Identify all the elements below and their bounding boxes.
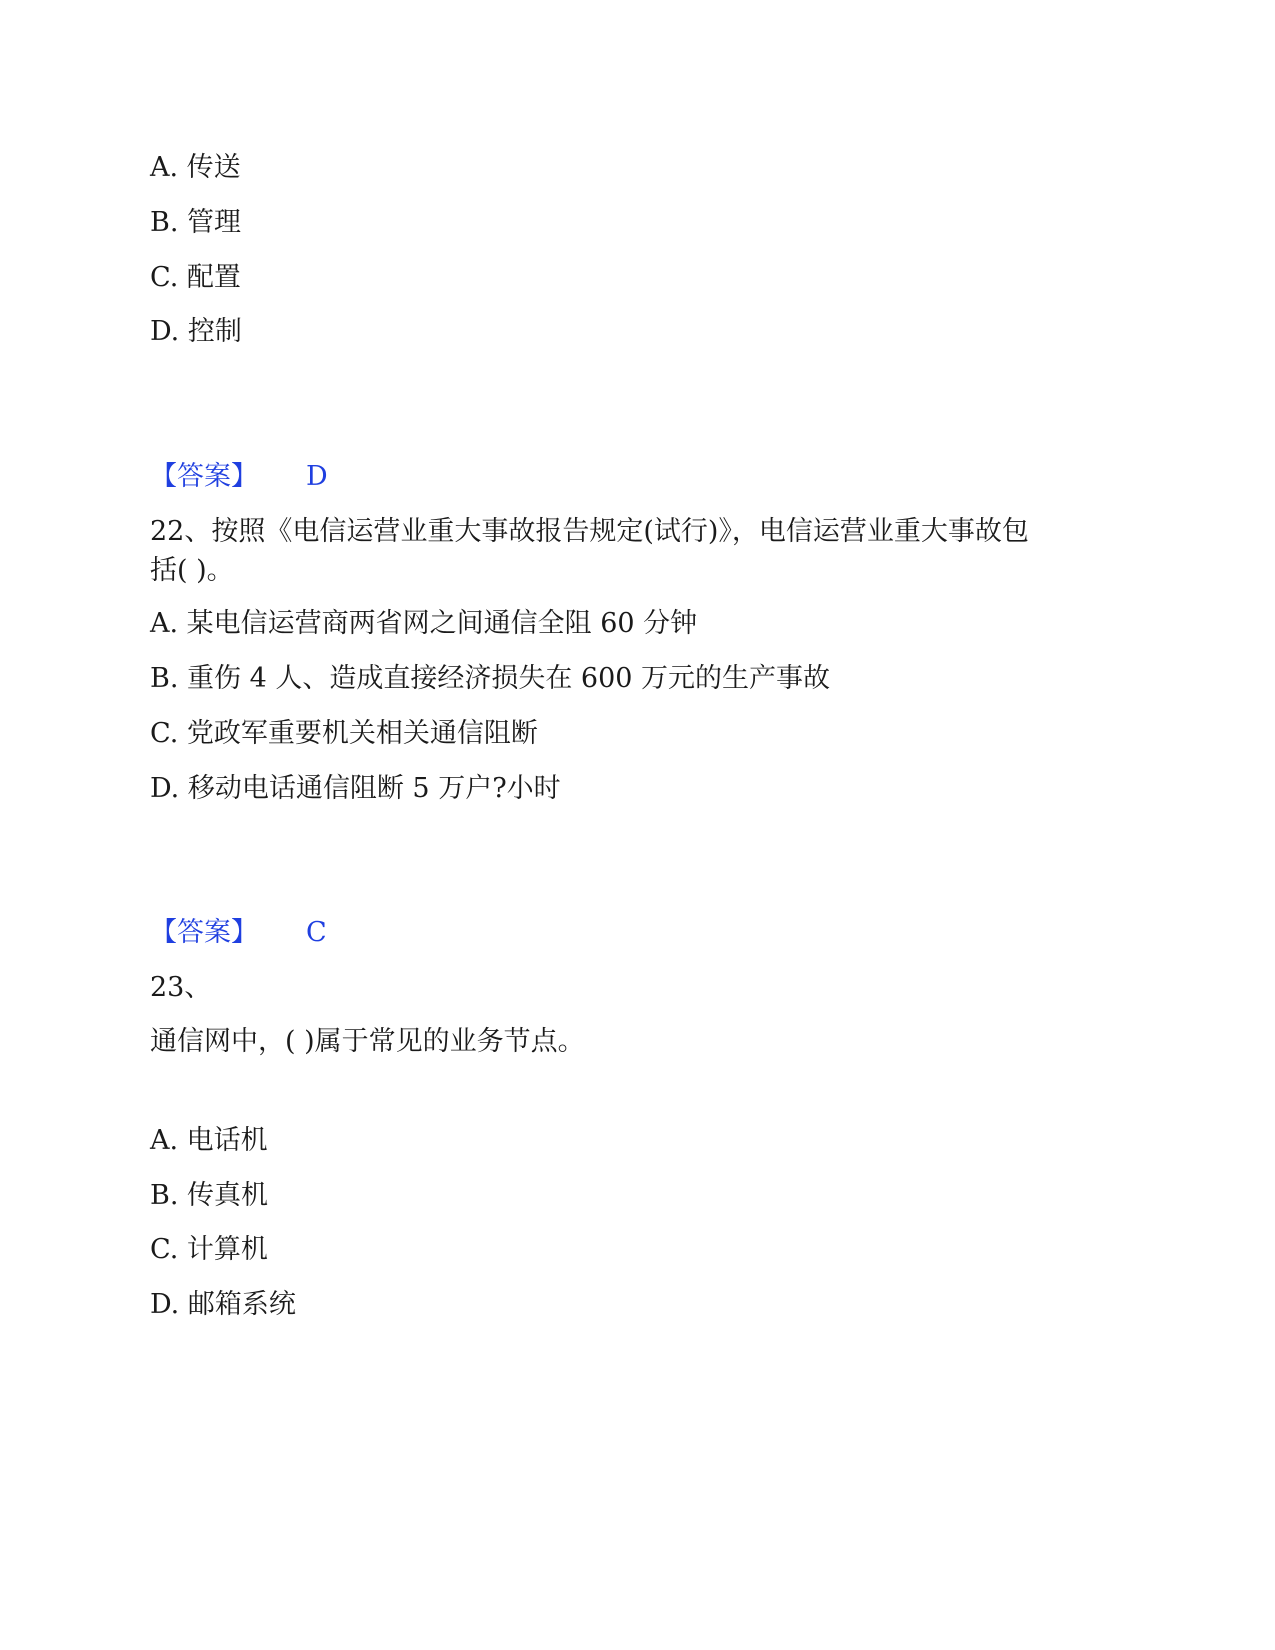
q23-option-d: D. 邮箱系统: [150, 1289, 296, 1320]
q23-option-b: B. 传真机: [150, 1180, 269, 1211]
q23-stem: 通信网中，( )属于常见的业务节点。: [150, 1026, 585, 1057]
q22-stem-line1: 22、按照《电信运营业重大事故报告规定(试行)》，电信运营业重大事故包: [150, 516, 1029, 547]
q22-option-c: C. 党政军重要机关相关通信阻断: [150, 718, 538, 749]
q23-option-c: C. 计算机: [150, 1234, 268, 1265]
q23-option-a: A. 电话机: [150, 1125, 268, 1156]
answer-value: C: [306, 917, 327, 948]
q21-option-d: D. 控制: [150, 316, 242, 347]
answer-value: D: [306, 461, 328, 492]
q22-answer: [150, 913, 327, 953]
answer-label: 【答案】: [150, 917, 258, 948]
q22-option-a: A. 某电信运营商两省网之间通信全阻 60 分钟: [150, 608, 698, 639]
q22-option-b: B. 重伤 4 人、造成直接经济损失在 600 万元的生产事故: [150, 663, 831, 694]
q21-option-c: C. 配置: [150, 262, 241, 293]
answer-label: 【答案】: [150, 461, 258, 492]
q21-option-a: A. 传送: [150, 152, 241, 183]
q21-option-b: B. 管理: [150, 207, 242, 238]
q22-option-d: D. 移动电话通信阻断 5 万户?小时: [150, 773, 561, 804]
q23-number: 23、: [150, 972, 212, 1003]
q22-stem-line2: 括( )。: [150, 555, 234, 586]
q21-answer: [150, 457, 328, 497]
